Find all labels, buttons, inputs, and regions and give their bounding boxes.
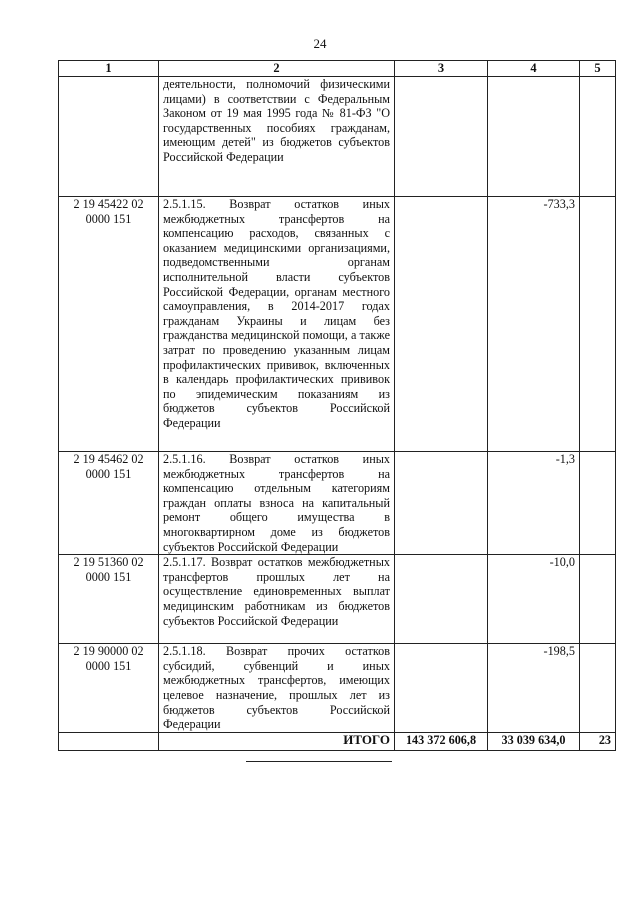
description-cell: 2.5.1.18. Возврат прочих остатков субсидий, субвенций и иных межбюджетных трансфертов, имеющих целевое назначение, прошлых лет из бюджетов субъектов Российской Федерации	[159, 644, 395, 733]
header-col-4: 4	[488, 61, 580, 77]
total-col5: 23	[580, 733, 616, 751]
amount-col4-cell	[488, 77, 580, 197]
total-col3: 143 372 606,8	[395, 733, 488, 751]
budget-code-cell	[59, 77, 159, 197]
page-number: 24	[313, 36, 327, 51]
amount-col5-cell	[580, 77, 616, 197]
description-cell: 2.5.1.17. Возврат остатков межбюджетных трансфертов прошлых лет на осуществление единовременных выплат медицинским работникам из бюджетов субъектов Российской Федерации	[159, 555, 395, 644]
budget-code-cell: 2 19 90000 02 0000 151	[59, 644, 159, 733]
table-row	[59, 555, 616, 644]
description-cell: деятельности, полномочий физическими лицами) в соответствии с Федеральным Законом от 19 мая 1995 года № 81-ФЗ "О государственных пособиях гражданам, имеющим детей" из бюджетов субъектов Российской Федерации	[159, 77, 395, 197]
budget-code-cell: 2 19 45462 02 0000 151	[59, 452, 159, 555]
budget-code-cell: 2 19 51360 02 0000 151	[59, 555, 159, 644]
total-label: ИТОГО	[159, 733, 395, 751]
amount-col3-cell	[395, 452, 488, 555]
amount-col5-cell	[580, 452, 616, 555]
amount-col5-cell	[580, 197, 616, 452]
description-cell: 2.5.1.16. Возврат остатков иных межбюджетных трансфертов на компенсацию отдельным категориям граждан оплаты взноса на капитальный ремонт общего имущества в многоквартирном доме из бюджетов субъектов Российской Федерации	[159, 452, 395, 555]
table-row	[59, 77, 616, 197]
budget-code-cell: 2 19 45422 02 0000 151	[59, 197, 159, 452]
amount-col5-cell	[580, 644, 616, 733]
amount-col3-cell	[395, 644, 488, 733]
header-col-1: 1	[59, 61, 159, 77]
amount-col4-cell: -1,3	[488, 452, 580, 555]
table-row	[59, 197, 616, 452]
amount-col4-cell: -198,5	[488, 644, 580, 733]
table-row	[59, 452, 616, 555]
header-col-5: 5	[580, 61, 616, 77]
header-col-2: 2	[159, 61, 395, 77]
amount-col4-cell: -733,3	[488, 197, 580, 452]
amount-col3-cell	[395, 555, 488, 644]
amount-col3-cell	[395, 197, 488, 452]
total-col4: 33 039 634,0	[488, 733, 580, 751]
description-cell: 2.5.1.15. Возврат остатков иных межбюджетных трансфертов на компенсацию расходов, связанных с оказанием медицинскими организациями, подведомственными органам исполнительной власти субъектов Российской Федерации, органам местного самоуправления, в 2014-2017 годах гражданам Украины и лицам без гражданства медицинской помощи, а также затрат по проведению указанным лицам профилактических прививок, включенных в календарь профилактических прививок по эпидемическим показаниям из бюджетов субъектов Российской Федерации	[159, 197, 395, 452]
budget-table	[58, 60, 616, 751]
table-header-row	[59, 61, 616, 77]
total-row	[59, 733, 616, 751]
end-of-table-rule	[246, 761, 392, 762]
amount-col5-cell	[580, 555, 616, 644]
amount-col3-cell	[395, 77, 488, 197]
table-row	[59, 644, 616, 733]
amount-col4-cell: -10,0	[488, 555, 580, 644]
total-empty-cell	[59, 733, 159, 751]
header-col-3: 3	[395, 61, 488, 77]
